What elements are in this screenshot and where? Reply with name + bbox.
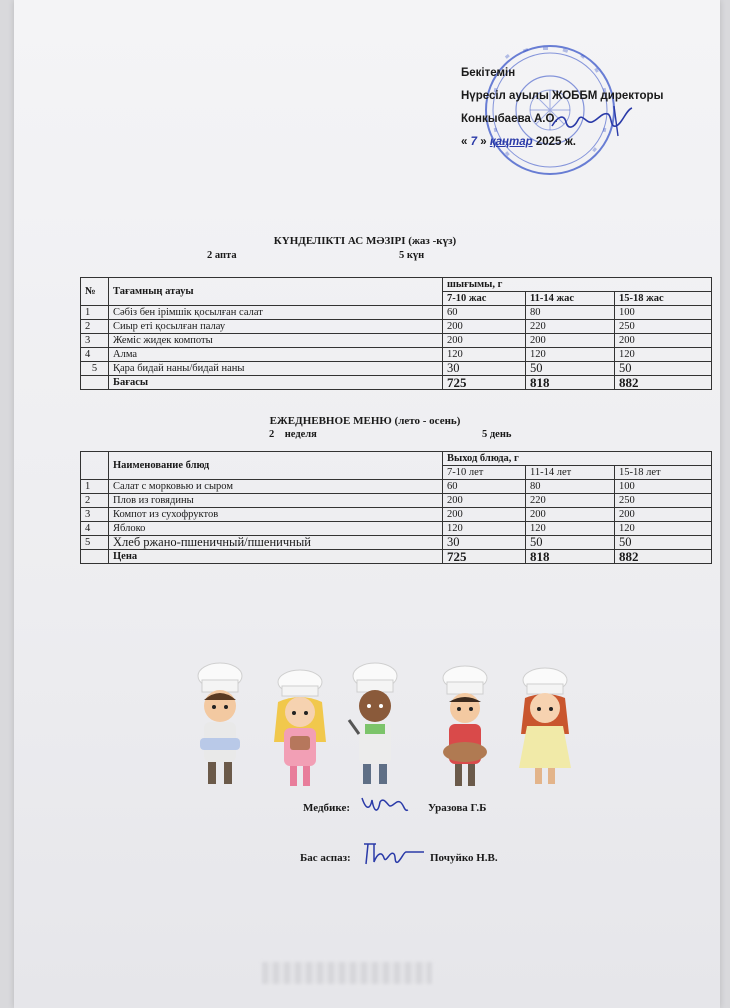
table-row: 3 Жеміс жидек компоты 200 200 200 [81,334,712,348]
table-row: 1 Сәбіз бен ірімшік қосылған салат 60 80 100 [81,306,712,320]
kz-col-age-2: 11-14 жас [526,292,615,306]
ru-week: 2 неделя [269,429,317,440]
table-row: 1 Салат с морковью и сыром 60 80 100 [81,480,712,494]
kz-col-age-3: 15-18 жас [615,292,712,306]
approval-line-1: Бекітемін [461,67,516,79]
table-row: 4 Алма 120 120 120 [81,348,712,362]
ru-col-name: Наименование блюд [109,452,443,480]
chef-kid-1 [198,663,242,784]
kz-col-num: № [81,278,109,306]
cook-label: Бас аспаз: [300,852,351,864]
approval-line-3: Конкыбаева А.О. [461,113,558,125]
blurred-smudge [262,962,432,984]
table-row: 3 Компот из сухофруктов 200 200 200 [81,508,712,522]
approval-date: « 7 » қаңтар 2025 ж. [461,136,576,148]
chef-kids-illustration [180,662,600,797]
kz-menu-title: КҮНДЕЛІКТІ АС МӘЗІРІ (жаз -күз) [273,235,457,247]
kz-price-label: Бағасы [109,376,443,390]
kz-menu-table [80,277,712,390]
nurse-name: Уразова Г.Б [428,802,487,814]
cook-name: Почуйко Н.В. [430,852,498,864]
director-signature [548,102,638,142]
chef-kid-2 [274,670,326,786]
table-row: 5 Хлеб ржано-пшеничный/пшеничный 30 50 50 [81,536,712,550]
ru-menu-title: ЕЖЕДНЕВНОЕ МЕНЮ (лето - осень) [269,415,461,427]
chef-kid-4 [443,666,487,786]
kz-col-name: Тағамның атауы [109,278,443,306]
table-row: 4 Яблоко 120 120 120 [81,522,712,536]
chef-kid-5 [519,668,571,784]
table-header-row [81,452,712,466]
ru-col-age-1: 7-10 лет [443,466,526,480]
approval-date-year: 2025 ж. [535,136,576,148]
table-row: 2 Плов из говядины 200 220 250 [81,494,712,508]
cook-signature [360,838,430,868]
approval-date-month: қаңтар [489,136,533,148]
ru-col-output: Выход блюда, г [443,452,712,466]
nurse-label: Медбике: [303,802,350,814]
ru-col-age-2: 11-14 лет [526,466,615,480]
chef-kid-3 [349,663,397,784]
table-header-row [81,278,712,292]
nurse-signature [360,792,410,818]
approval-date-day: 7 [470,136,478,148]
price-row: Цена 725 818 882 [81,550,712,564]
kz-col-output: шығымы, г [443,278,712,292]
kz-week: 2 апта [207,250,237,261]
approval-line-2: Нүресіл ауылы ЖОББМ директоры [461,90,664,102]
table-row: 2 Сиыр еті қосылған палау 200 220 250 [81,320,712,334]
kz-day: 5 күн [399,250,425,261]
ru-day: 5 день [482,429,512,440]
ru-menu-table [80,451,712,564]
table-row: 5 Қара бидай наны/бидай наны 30 50 50 [81,362,712,376]
ru-col-age-3: 15-18 лет [615,466,712,480]
ru-price-label: Цена [109,550,443,564]
price-row: Бағасы 725 818 882 [81,376,712,390]
kz-col-age-1: 7-10 жас [443,292,526,306]
